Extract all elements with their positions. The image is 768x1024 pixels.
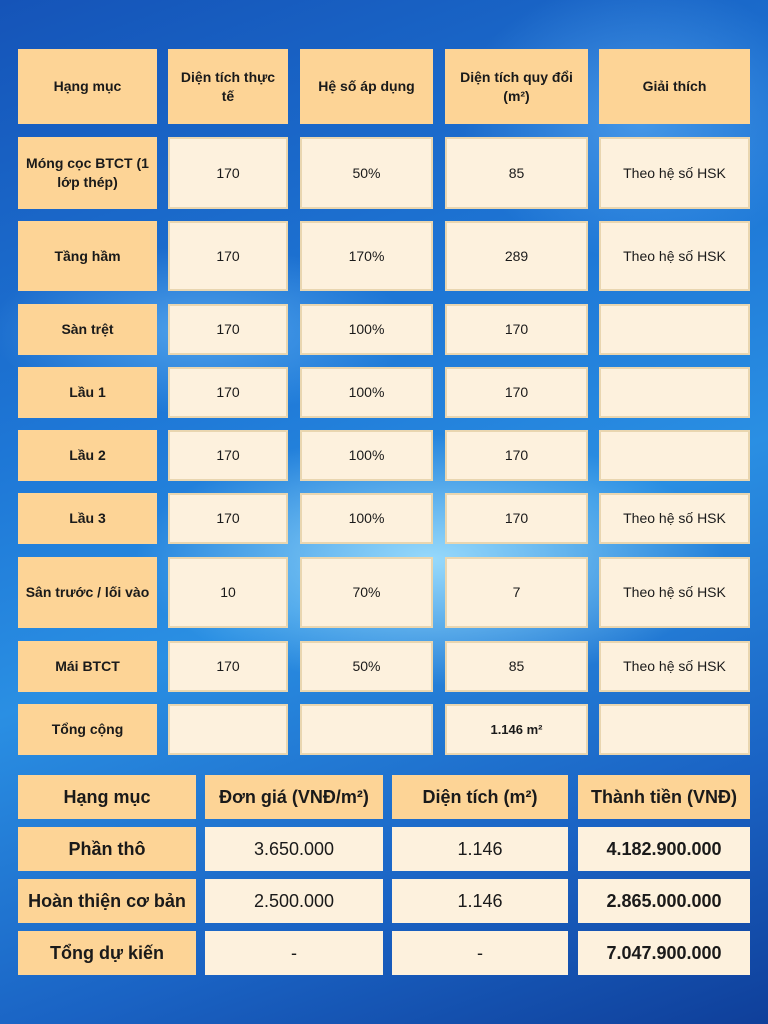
cost-total-label: Tổng dự kiến [18, 931, 196, 975]
cell-explanation [599, 430, 750, 481]
cell-actual-area: 170 [168, 221, 288, 291]
total-coefficient [300, 704, 433, 755]
total-actual-area [168, 704, 288, 755]
cell-coefficient: 70% [300, 557, 433, 628]
cost-header-amount: Thành tiền (VNĐ) [578, 775, 750, 819]
row-label: Sân trước / lối vào [18, 557, 157, 628]
cost-amount: 4.182.900.000 [578, 827, 750, 871]
cell-converted-area: 170 [445, 493, 588, 544]
row-label: Tầng hầm [18, 221, 157, 291]
cell-coefficient: 50% [300, 137, 433, 209]
cell-converted-area: 289 [445, 221, 588, 291]
cost-amount: 2.865.000.000 [578, 879, 750, 923]
cell-actual-area: 170 [168, 493, 288, 544]
cell-explanation [599, 304, 750, 355]
row-label: Sàn trệt [18, 304, 157, 355]
cell-coefficient: 100% [300, 493, 433, 544]
cell-converted-area: 170 [445, 430, 588, 481]
cell-actual-area: 170 [168, 304, 288, 355]
cell-converted-area: 170 [445, 367, 588, 418]
header-coefficient: Hệ số áp dụng [300, 49, 433, 124]
cost-row-label: Phần thô [18, 827, 196, 871]
cell-coefficient: 50% [300, 641, 433, 692]
header-converted-area: Diện tích quy đổi (m²) [445, 49, 588, 124]
row-label: Lầu 3 [18, 493, 157, 544]
row-label: Móng cọc BTCT (1 lớp thép) [18, 137, 157, 209]
cell-converted-area: 170 [445, 304, 588, 355]
header-explanation: Giải thích [599, 49, 750, 124]
cost-unit-price: 3.650.000 [205, 827, 383, 871]
cost-header-item: Hạng mục [18, 775, 196, 819]
cost-total-amount: 7.047.900.000 [578, 931, 750, 975]
cell-actual-area: 170 [168, 367, 288, 418]
cost-area: 1.146 [392, 827, 568, 871]
row-label: Lầu 2 [18, 430, 157, 481]
row-label: Lầu 1 [18, 367, 157, 418]
cell-converted-area: 85 [445, 137, 588, 209]
cost-header-unit-price: Đơn giá (VNĐ/m²) [205, 775, 383, 819]
total-explanation [599, 704, 750, 755]
cell-explanation [599, 367, 750, 418]
cost-area: 1.146 [392, 879, 568, 923]
cell-coefficient: 100% [300, 304, 433, 355]
cell-actual-area: 10 [168, 557, 288, 628]
cost-row-label: Hoàn thiện cơ bản [18, 879, 196, 923]
cell-converted-area: 85 [445, 641, 588, 692]
cell-explanation: Theo hệ số HSK [599, 493, 750, 544]
cell-actual-area: 170 [168, 430, 288, 481]
total-converted-area: 1.146 m² [445, 704, 588, 755]
header-actual-area: Diện tích thực tế [168, 49, 288, 124]
cell-explanation: Theo hệ số HSK [599, 641, 750, 692]
cell-converted-area: 7 [445, 557, 588, 628]
cell-explanation: Theo hệ số HSK [599, 557, 750, 628]
header-item: Hạng mục [18, 49, 157, 124]
cost-unit-price: 2.500.000 [205, 879, 383, 923]
row-label: Mái BTCT [18, 641, 157, 692]
cell-coefficient: 100% [300, 430, 433, 481]
total-label: Tổng cộng [18, 704, 157, 755]
cost-total-unit-price: - [205, 931, 383, 975]
cost-total-area: - [392, 931, 568, 975]
cell-actual-area: 170 [168, 641, 288, 692]
cell-explanation: Theo hệ số HSK [599, 221, 750, 291]
cell-coefficient: 100% [300, 367, 433, 418]
cell-coefficient: 170% [300, 221, 433, 291]
cell-actual-area: 170 [168, 137, 288, 209]
cell-explanation: Theo hệ số HSK [599, 137, 750, 209]
cost-header-area: Diện tích (m²) [392, 775, 568, 819]
